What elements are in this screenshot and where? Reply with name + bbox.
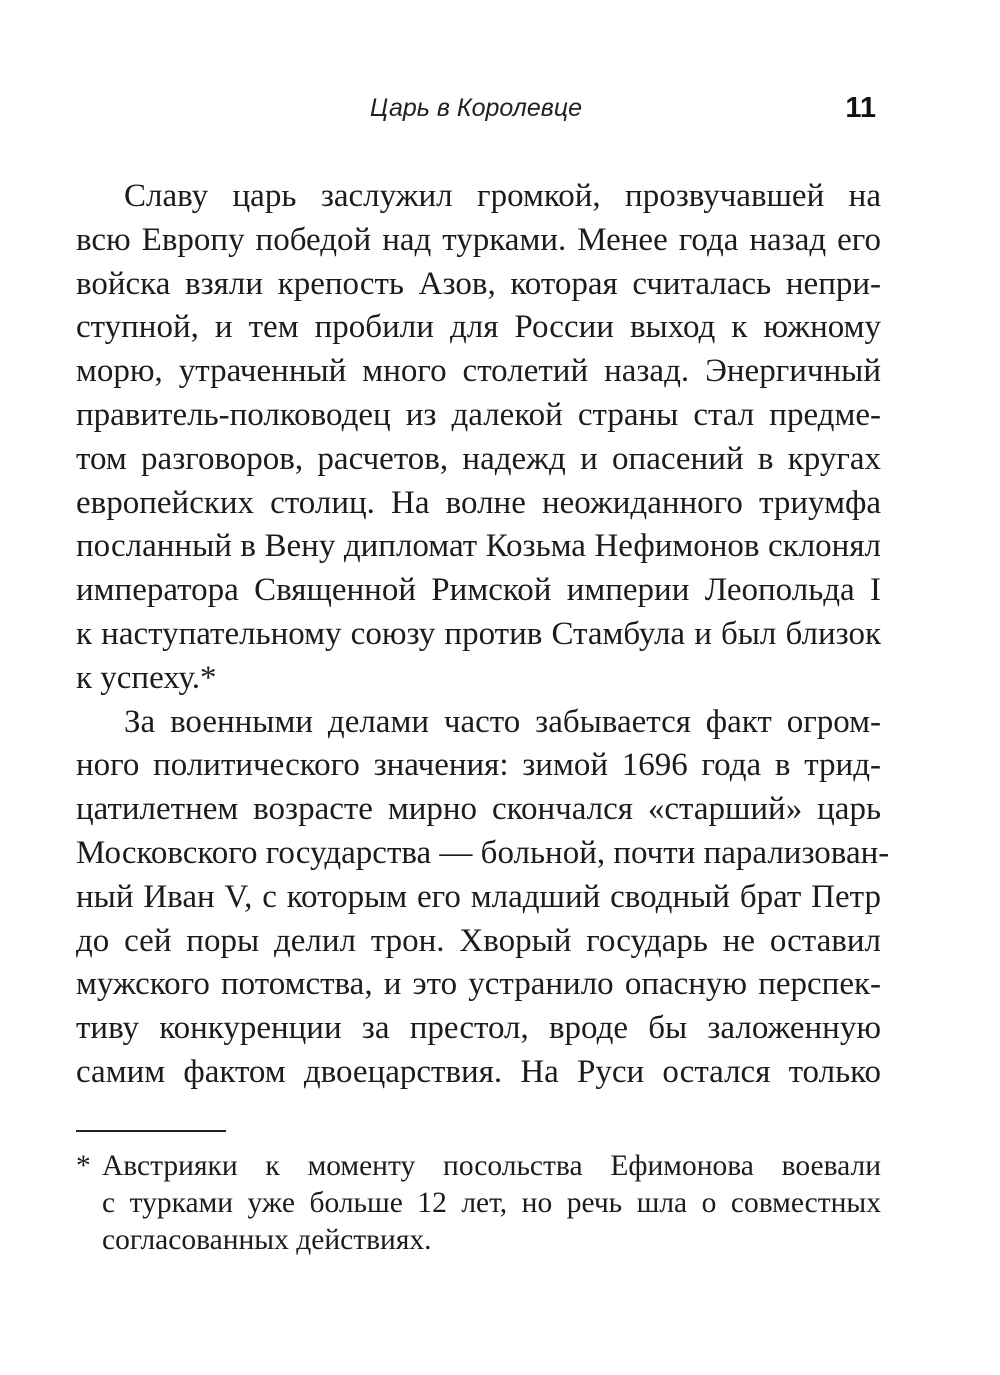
text-line: до сей поры делил трон. Хворый государь не оставил bbox=[76, 922, 881, 959]
footnote-marker: * bbox=[76, 1150, 91, 1182]
page-number: 11 bbox=[845, 92, 876, 124]
running-head bbox=[76, 88, 876, 128]
text-line: ный Иван V, с которым его младший сводный брат Петр bbox=[76, 878, 881, 915]
text-line: европейских столиц. На волне неожиданного триумфа bbox=[76, 484, 881, 521]
paragraph-2 bbox=[76, 701, 890, 1095]
text-line: том разговоров, расчетов, надежд и опасений в кругах bbox=[76, 440, 881, 477]
text-line: всю Европу победой над турками. Менее года назад его bbox=[76, 221, 881, 258]
footnote-line: Австрияки к моменту посольства Ефимонова воевали bbox=[102, 1150, 881, 1182]
text-line: к наступательному союзу против Стамбула и был близок bbox=[76, 615, 881, 652]
footnote bbox=[76, 1148, 881, 1259]
footnote-line: с турками уже больше 12 лет, но речь шла о совместных bbox=[102, 1187, 881, 1219]
main-text bbox=[76, 175, 890, 1095]
text-line: морю, утраченный много столетий назад. Энергичный bbox=[76, 353, 881, 390]
running-title: Царь в Королевце bbox=[369, 94, 583, 122]
text-line: мужского потомства, и это устранило опасную перспек- bbox=[76, 966, 881, 1003]
text-line: войска взяли крепость Азов, которая считалась непри- bbox=[76, 265, 881, 302]
text-line: За военными делами часто забывается факт огром- bbox=[124, 703, 881, 740]
footnote-line: согласованных действиях. bbox=[102, 1224, 432, 1256]
footnote-divider bbox=[76, 1130, 226, 1132]
text-line: самим фактом двоецарствия. На Руси остался только bbox=[76, 1053, 881, 1090]
text-line: императора Священной Римской империи Леопольда I bbox=[76, 572, 881, 609]
text-line: цатилетнем возрасте мирно скончался «старший» царь bbox=[76, 791, 881, 828]
text-line: ного политического значения: зимой 1696 года в трид- bbox=[76, 747, 881, 784]
footnote-first-line bbox=[76, 1148, 881, 1185]
text-line: посланный в Вену дипломат Козьма Нефимонов склонял bbox=[76, 528, 881, 565]
text-line: правитель-полководец из далекой страны стал предме- bbox=[76, 396, 881, 433]
text-line: к успеху.* bbox=[76, 659, 217, 696]
text-line: Московского государства — больной, почти парализован- bbox=[76, 834, 890, 871]
text-line: тиву конкуренции за престол, вроде бы заложенную bbox=[76, 1010, 881, 1047]
text-line: ступной, и тем пробили для России выход к южному bbox=[76, 309, 881, 346]
paragraph-1 bbox=[76, 175, 881, 701]
text-line: Славу царь заслужил громкой, прозвучавшей на bbox=[124, 178, 881, 214]
